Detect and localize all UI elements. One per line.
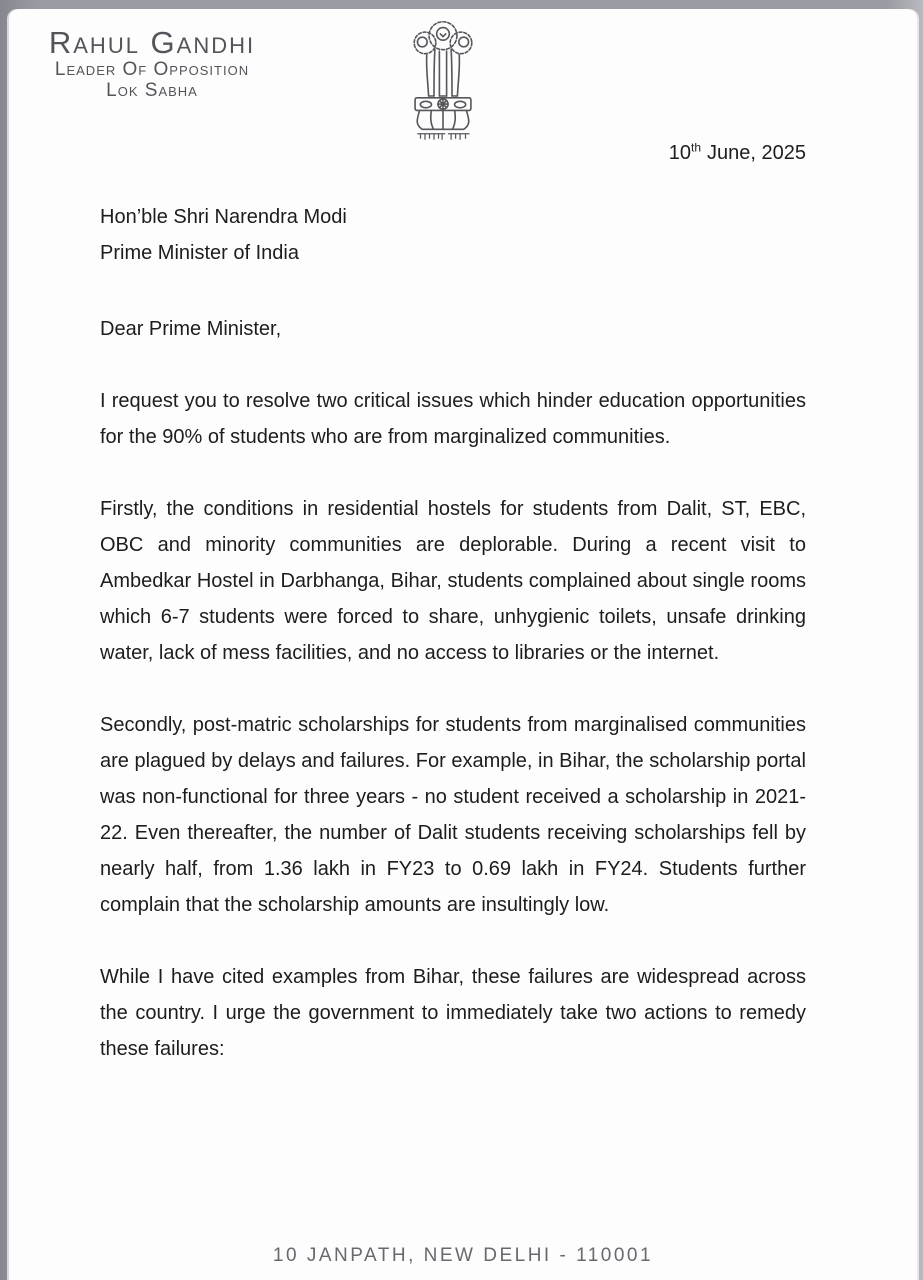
paragraph-actions: While I have cited examples from Bihar, these failures are widespread across the country. I urge the government to immediately take two actions to remedy these failures: xyxy=(100,966,806,1060)
paragraph-intro: I request you to resolve two critical issues which hinder education opportunities for the 90% of students who are from marginalized communities. xyxy=(100,390,806,448)
date-day: 10 xyxy=(668,142,691,164)
date-month-year: June, 2025 xyxy=(707,142,806,164)
letterhead-footer xyxy=(9,1244,917,1268)
sender-house: Lok Sabha xyxy=(106,80,198,101)
sender-role: Leader Of Opposition xyxy=(54,59,250,80)
date-ordinal: th xyxy=(691,140,702,155)
letter-body xyxy=(9,139,917,1067)
recipient-name: Hon’ble Shri Narendra Modi xyxy=(100,206,347,228)
salutation: Dear Prime Minister, xyxy=(100,318,282,340)
state-emblem-of-india-icon xyxy=(395,15,491,146)
sender-letterhead xyxy=(35,27,269,101)
recipient-title: Prime Minister of India xyxy=(100,242,299,264)
recipient-block xyxy=(100,199,806,271)
paragraph-hostels: Firstly, the conditions in residential hostels for students from Dalit, ST, EBC, OBC and minority communities are deplorable. During a recent visit to Ambedkar Hostel in Darbhanga, Bihar, students complained about single rooms which 6-7 students were forced to share, unhygienic toilets, unsafe drinking water, lack of mess facilities, and no access to libraries or the internet. xyxy=(100,498,806,664)
letter-page xyxy=(9,9,917,1280)
sender-name: Rahul Gandhi xyxy=(48,25,256,60)
footer-address: 10 JANPATH, NEW DELHI - 110001 xyxy=(272,1245,654,1266)
paragraph-scholarships: Secondly, post-matric scholarships for students from marginalised communities are plagued by delays and failures. For example, in Bihar, the scholarship portal was non-functional for three years - no student received a scholarship in 2021-22. Even thereafter, the number of Dalit students receiving scholarships fell by nearly half, from 1.36 lakh in FY23 to 0.69 lakh in FY24. Students further complain that the scholarship amounts are insultingly low. xyxy=(100,714,806,916)
letterhead-header xyxy=(9,9,917,133)
